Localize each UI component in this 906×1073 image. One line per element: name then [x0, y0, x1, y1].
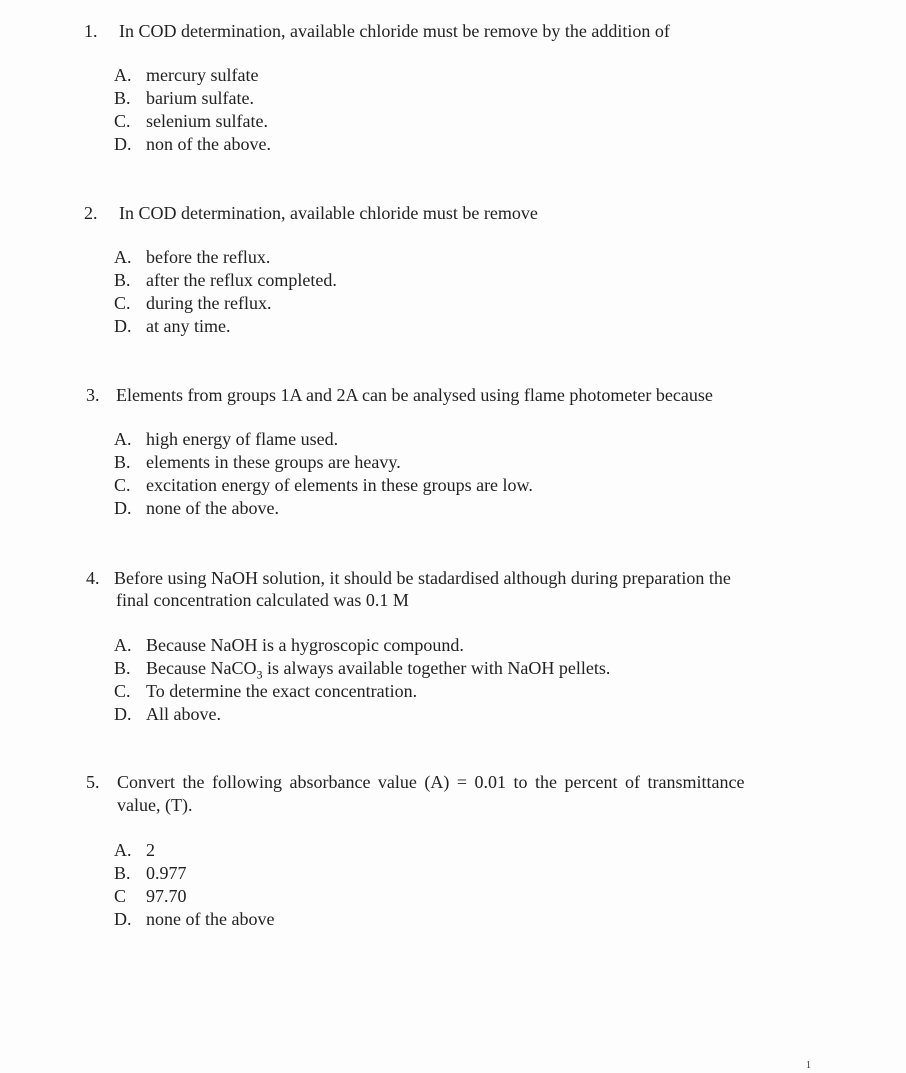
- option-text: during the reflux.: [146, 293, 272, 313]
- option-d[interactable]: [114, 703, 610, 726]
- option-letter: B.: [114, 270, 131, 290]
- option-letter: A.: [114, 429, 132, 449]
- option-text: selenium sulfate.: [146, 111, 268, 131]
- option-a[interactable]: [114, 839, 274, 862]
- option-b[interactable]: [114, 862, 274, 885]
- option-letter: C: [114, 886, 127, 906]
- options-list: [114, 839, 274, 931]
- option-letter: A.: [114, 840, 132, 860]
- option-text: 2: [146, 840, 155, 860]
- option-text: Because NaOH is a hygroscopic compound.: [146, 635, 464, 655]
- option-text: none of the above.: [146, 498, 279, 518]
- options-list: [114, 428, 533, 520]
- option-text-after: is always available together with NaOH pellets.: [262, 658, 611, 678]
- option-text: mercury sulfate: [146, 65, 259, 85]
- option-d[interactable]: [114, 133, 271, 156]
- option-text: 0.977: [146, 863, 187, 883]
- option-letter: D.: [114, 498, 132, 518]
- option-subscript: 3: [256, 667, 263, 682]
- option-letter: C.: [114, 475, 131, 495]
- option-text: after the reflux completed.: [146, 270, 337, 290]
- question-text-line-2: final concentration calculated was 0.1 M: [116, 590, 409, 610]
- options-list: [114, 634, 610, 726]
- option-d[interactable]: [114, 497, 533, 520]
- option-letter: D.: [114, 134, 132, 154]
- question-text-line-1: Convert the following absorbance value (A) = 0.01 to the percent of transmittance: [117, 772, 745, 792]
- option-letter: B.: [114, 863, 131, 883]
- option-text: before the reflux.: [146, 247, 271, 267]
- options-list: [114, 64, 271, 156]
- option-text: excitation energy of elements in these groups are low.: [146, 475, 533, 495]
- option-d[interactable]: [114, 315, 337, 338]
- option-c[interactable]: [114, 680, 610, 703]
- question-text-line-1: Before using NaOH solution, it should be stadardised although during preparation the: [114, 568, 731, 588]
- option-text-before: Because NaCO: [146, 658, 257, 678]
- question-text: In COD determination, available chloride must be remove: [119, 203, 538, 223]
- option-c[interactable]: [114, 885, 274, 908]
- option-text: 97.70: [146, 886, 187, 906]
- option-text: To determine the exact concentration.: [146, 681, 418, 701]
- option-letter: C.: [114, 293, 131, 313]
- option-letter: D.: [114, 909, 132, 929]
- option-text: at any time.: [146, 316, 231, 336]
- option-b[interactable]: [114, 657, 610, 680]
- option-letter: C.: [114, 111, 131, 131]
- option-c[interactable]: [114, 110, 271, 133]
- option-text: [146, 657, 610, 680]
- option-letter: A.: [114, 65, 132, 85]
- option-letter: B.: [114, 88, 131, 108]
- option-text: high energy of flame used.: [146, 429, 339, 449]
- option-letter: B.: [114, 452, 131, 472]
- option-b[interactable]: [114, 269, 337, 292]
- option-text: non of the above.: [146, 134, 271, 154]
- question-number: 1.: [84, 21, 98, 41]
- question-text-line-2: value, (T).: [117, 795, 193, 815]
- question-number: 5.: [86, 772, 100, 792]
- question-number: 3.: [86, 385, 100, 405]
- option-a[interactable]: [114, 64, 271, 87]
- option-c[interactable]: [114, 292, 337, 315]
- option-b[interactable]: [114, 87, 271, 110]
- option-letter: A.: [114, 247, 132, 267]
- option-c[interactable]: [114, 474, 533, 497]
- question-number: 2.: [84, 203, 98, 223]
- option-text: barium sulfate.: [146, 88, 254, 108]
- option-letter: A.: [114, 635, 132, 655]
- option-d[interactable]: [114, 908, 274, 931]
- option-text: All above.: [146, 704, 221, 724]
- question-text: In COD determination, available chloride must be remove by the addition of: [119, 21, 670, 41]
- option-letter: D.: [114, 704, 132, 724]
- page-number: 1: [806, 1060, 811, 1071]
- question-text: Elements from groups 1A and 2A can be analysed using flame photometer because: [116, 385, 713, 405]
- option-b[interactable]: [114, 451, 533, 474]
- option-letter: B.: [114, 658, 131, 678]
- option-text: none of the above: [146, 909, 275, 929]
- question-number: 4.: [86, 568, 100, 588]
- option-a[interactable]: [114, 246, 337, 269]
- option-letter: C.: [114, 681, 131, 701]
- option-a[interactable]: [114, 634, 610, 657]
- option-a[interactable]: [114, 428, 533, 451]
- option-text: elements in these groups are heavy.: [146, 452, 401, 472]
- option-letter: D.: [114, 316, 132, 336]
- options-list: [114, 246, 337, 338]
